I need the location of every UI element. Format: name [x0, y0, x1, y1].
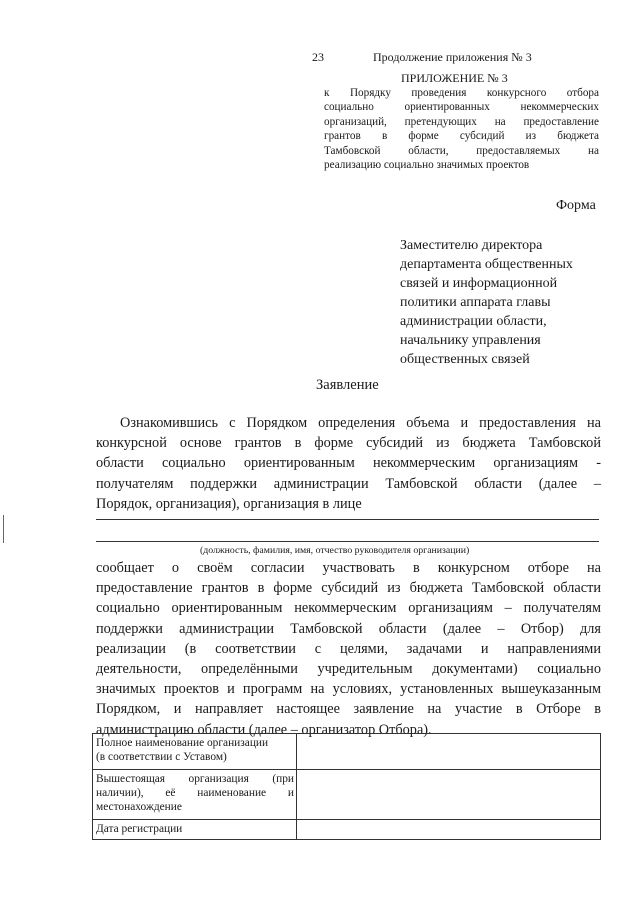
paragraph-line: реализации (в соответствии с целями, задачами и направлениями	[96, 640, 601, 657]
paragraph-line: сообщает о своём согласии участвовать в конкурсном отборе на	[96, 560, 601, 576]
table-label-cell	[93, 734, 297, 770]
table-row	[93, 770, 601, 820]
addressee-line: департамента общественных	[400, 257, 573, 272]
document-title: Заявление	[316, 377, 379, 393]
appendix-reference-line: к Порядку проведения конкурсного отбора	[324, 87, 599, 99]
table-label-line: (в соответствии с Уставом)	[96, 751, 227, 763]
scan-edge-mark	[3, 515, 4, 543]
appendix-reference-line: грантов в форме субсидий из бюджета	[324, 130, 599, 143]
paragraph-line: предоставление грантов в форме субсидий из бюджета Тамбовской области	[96, 580, 601, 597]
table-value-cell[interactable]	[297, 734, 601, 770]
table-label-cell	[93, 770, 297, 820]
paragraph-line: конкурсной основе грантов в форме субсидий из бюджета Тамбовской	[96, 435, 601, 452]
appendix-reference-line: социально ориентированных некоммерческих	[324, 101, 599, 114]
addressee-line: администрации области,	[400, 314, 547, 329]
paragraph-line: значимых проектов и программ на условиях, установленных вышеуказанным	[96, 681, 601, 698]
paragraph-line: деятельности, определёнными учредительным документами) социально	[96, 661, 601, 678]
table-label-line: наличии), её наименование и	[96, 787, 294, 799]
paragraph-line: получателям поддержки администрации Тамбовской области (далее –	[96, 475, 601, 492]
addressee-line: начальнику управления	[400, 333, 541, 348]
table-value-cell[interactable]	[297, 770, 601, 820]
table-label-line: местонахождение	[96, 801, 182, 813]
form-label: Форма	[556, 198, 596, 213]
appendix-reference-line: организаций, претендующих на предоставление	[324, 115, 599, 128]
paragraph-line: Ознакомившись с Порядком определения объема и предоставления на	[120, 415, 601, 431]
consent-paragraph	[96, 558, 601, 740]
table-label-line: Вышестоящая организация (при	[96, 773, 294, 785]
paragraph-line: поддержки администрации Тамбовской области (далее – Отбор) для	[96, 620, 601, 637]
page-number: 23	[312, 50, 324, 64]
addressee-line: связей и информационной	[400, 276, 558, 291]
table-row	[93, 820, 601, 840]
continuation-note: Продолжение приложения № 3	[373, 50, 532, 64]
paragraph-line: Порядок, организация), организация в лице	[96, 495, 362, 512]
fill-in-line[interactable]	[96, 519, 599, 520]
table-row	[93, 734, 601, 770]
fill-in-line[interactable]	[96, 541, 599, 542]
table-label-line: Дата регистрации	[96, 823, 183, 835]
paragraph-line: области социально ориентированным некоммерческим организациям -	[96, 455, 601, 472]
addressee-block	[400, 236, 600, 369]
addressee-line: политики аппарата главы	[400, 295, 551, 310]
table-label-line: Полное наименование организации	[96, 737, 269, 749]
appendix-reference-line: реализацию социально значимых проектов	[324, 159, 530, 172]
organization-info-table	[92, 733, 601, 840]
appendix-title: ПРИЛОЖЕНИЕ № 3	[401, 71, 508, 85]
fill-in-caption: (должность, фамилия, имя, отчество руководителя организации)	[200, 545, 470, 556]
addressee-line: Заместителю директора	[400, 238, 543, 253]
appendix-reference-line: Тамбовской области, предоставляемых на	[324, 144, 599, 157]
appendix-reference	[324, 86, 599, 172]
addressee-line: общественных связей	[400, 352, 530, 367]
table-label-cell	[93, 820, 297, 840]
intro-paragraph	[96, 413, 601, 514]
paragraph-line: социально ориентированным некоммерческим организациям – получателям	[96, 600, 601, 617]
paragraph-line: Порядком, и направляет настоящее заявление на участие в Отборе в	[96, 701, 601, 718]
table-value-cell[interactable]	[297, 820, 601, 840]
paragraph-line: администрацию области (далее – организатор Отбора).	[96, 721, 432, 738]
